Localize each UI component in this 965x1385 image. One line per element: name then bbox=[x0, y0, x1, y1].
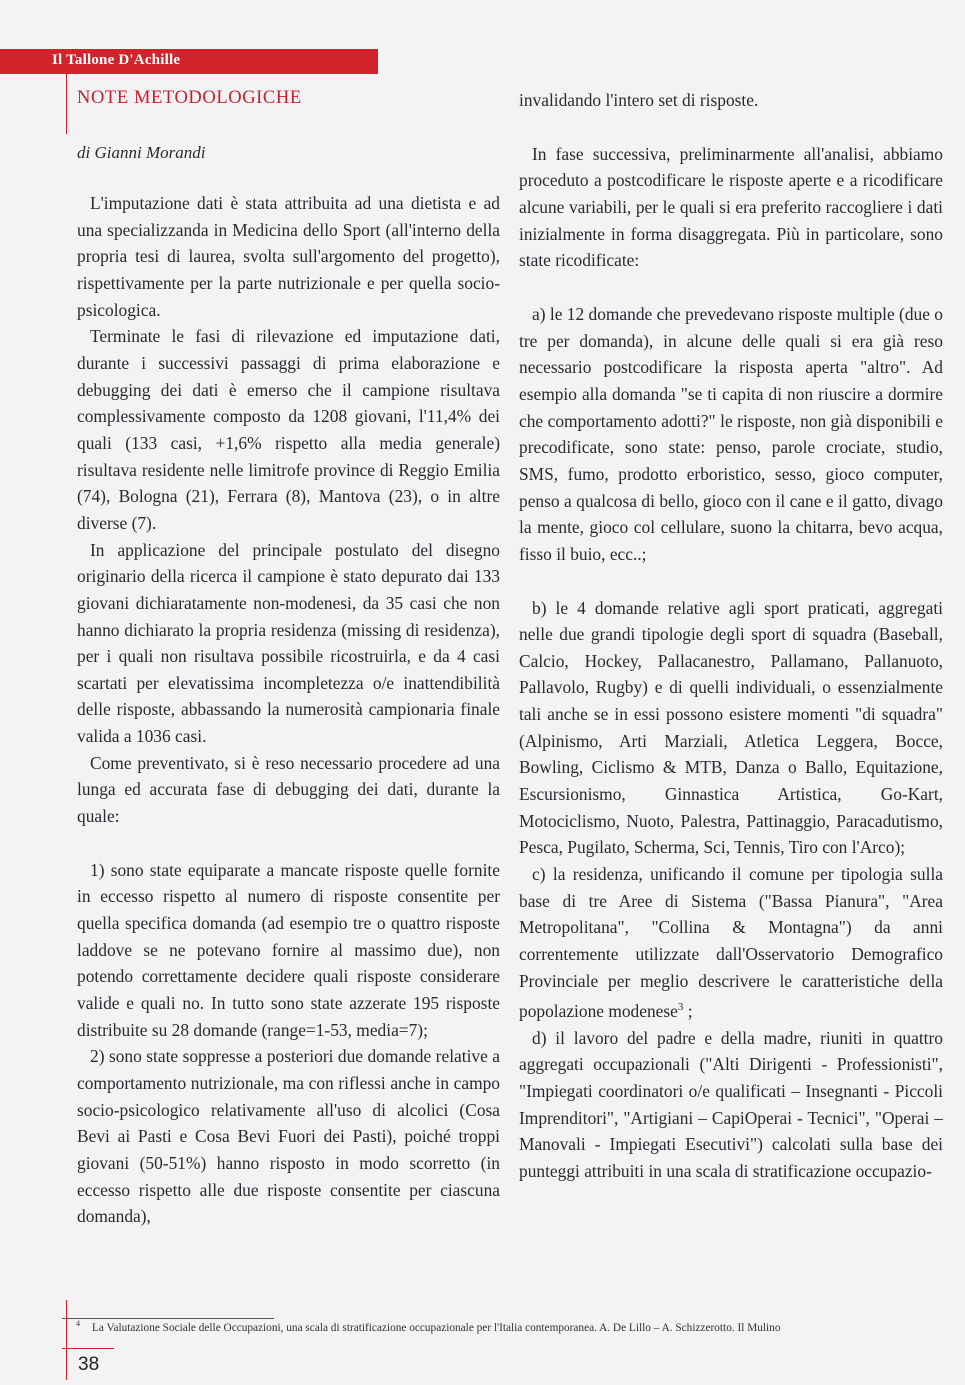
paragraph: L'imputazione dati è stata attribuita ad una dietista e ad una specializzanda in Medicina dello Sport (all'interno della propria tesi di laurea, svolta sull'argomento del progetto), rispettivamente per la parte nutrizionale e per quella socio-psicologica. bbox=[77, 193, 500, 320]
list-item: b) le 4 domande relative agli sport praticati, aggregati nelle due grandi tipologie degli sport di squadra (Baseball, Calcio, Hockey, Pallacanestro, Pallamano, Pallanuoto, Pallavolo, Rugby) e di quelli individuali, o essenzialmente tali anche se in essi possono esistere momenti "di squadra" (Alpinismo, Arti Marziali, Atletica Leggera, Bocce, Bowling, Ciclismo & MTB, Danza o Ballo, Equitazione, Escursionismo, Ginnastica Artistica, Go-Kart, Motociclismo, Nuoto, Palestra, Pattinaggio, Paracadutismo, Pesca, Pugilato, Scherma, Sci, Tennis, Tiro con l'Arco); bbox=[519, 597, 943, 858]
left-column bbox=[77, 190, 500, 1230]
page-number-rule bbox=[66, 1300, 67, 1380]
paragraph: In fase successiva, preliminarmente all'analisi, abbiamo proceduto a postcodificare le risposte aperte e a ricodificare alcune variabili, per le quali si era preferito raccogliere i dati inizialmente in forma disaggregata. Più in particolare, sono state ricodificate: bbox=[519, 143, 943, 271]
footnote bbox=[76, 1319, 938, 1334]
paragraph: Come preventivato, si è reso necessario procedere ad una lunga ed accurata fase di debugging dei dati, durante la quale: bbox=[77, 752, 500, 827]
header-band bbox=[0, 49, 378, 73]
header-rule bbox=[0, 72, 378, 74]
paragraph: In applicazione del principale postulato del disegno originario della ricerca il campione è stato depurato dai 133 giovani dichiaratamente non-modenesi, da 35 casi che non hanno dichiarato la propria residenza (missing di residenza), per i quali non risultava possibile ricostruirla, e da 4 casi scartati per elevatissima incompletezza o/e inattendibilità delle risposte, abbassando la numerosità campionaria finale valida a 1036 casi. bbox=[77, 539, 500, 747]
list-item bbox=[519, 861, 943, 1025]
paragraph: invalidando l'intero set di risposte. bbox=[519, 90, 759, 110]
list-item-tail: ; bbox=[683, 1001, 693, 1022]
right-column bbox=[519, 87, 943, 1185]
list-item: 1) sono state equiparate a mancate risposte quelle fornite in eccesso rispetto al numero di risposte consentite per quella specifica domanda (ad esempio tre o quattro risposte laddove se ne potevano fornire al massimo due), non potendo correttamente decidere quali risposte considerare valide e quali no. In tutto sono state azzerate 195 risposte distribuite su 28 domande (range=1-53, media=7); bbox=[77, 859, 500, 1040]
list-item: 2) sono state soppresse a posteriori due domande relative a comportamento nutrizionale, ma con riflessi anche in campo socio-psicologico relativamente all'uso di alcolici (Cosa Bevi ai Pasti e Cosa Bevi Fuori dei Pasti), poiché troppi giovani (50-51%) hanno risposto in modo scorretto (in eccesso rispetto alle due risposte consentite per ciascuna domanda), bbox=[77, 1046, 500, 1227]
footnote-text: La Valutazione Sociale delle Occupazioni, una scala di stratificazione occupazionale per l'Italia contemporanea. A. De Lillo – A. Schizzerotto. Il Mulino bbox=[92, 1322, 781, 1334]
paragraph: Terminate le fasi di rilevazione ed imputazione dati, durante i successivi passaggi di prima elaborazione e debugging dei dati è emerso che il campione risultava complessivamente composto da 1208 giovani, l'11,4% dei quali (133 casi, +1,6% rispetto alla media generale) risultava residente nelle limitrofe province di Reggio Emilia (74), Bologna (21), Ferrara (8), Mantova (23), o in altre diverse (7). bbox=[77, 326, 500, 533]
list-item: a) le 12 domande che prevedevano risposte multiple (due o tre per domanda), in alcune delle quali si era già reso necessario postcodificare la risposta aperta "altro". Ad esempio alla domanda "se ti capita di non riuscire a dormire che comportamento adotti?" le risposte, non già disponibili e precodificate, sono state: penso, parole crociate, studio, SMS, fumo, prodotto erboristico, sesso, gioco computer, penso a qualcosa di bello, gioco con il cane e il gatto, divago la mente, gioco col cellulare, suono la chitarra, bevo acqua, fisso il buio, ecc..; bbox=[519, 303, 943, 564]
footnote-marker: 4 bbox=[76, 1319, 80, 1328]
footnote-rule bbox=[62, 1318, 274, 1319]
list-item-text: c) la residenza, unificando il comune per tipologia sulla base di tre Aree di Sistema ("Bassa Pianura", "Area Metropolitana", "Collina & Montagna") da anni correntemente utilizzate dall'Osservatorio Demografico Provinciale per meglio descrivere le caratteristiche della popolazione modenese bbox=[519, 864, 943, 1022]
section-title: NOTE METODOLOGICHE bbox=[77, 88, 302, 108]
list-item: d) il lavoro del padre e della madre, riuniti in quattro aggregati occupazionali ("Alti Dirigenti - Professionisti", "Impiegati coordinatori o/e qualificati – Insegnanti - Piccoli Imprenditori", "Artigiani – CapiOperai - Tecnici", "Operai – Manovali - Impiegati Esecutivi") calcolati sulla base dei punteggi attribuiti in una scala di stratificazione occupazio- bbox=[519, 1027, 943, 1182]
page-number-divider bbox=[62, 1348, 114, 1349]
footnote-ref: 3 bbox=[677, 1001, 684, 1014]
margin-rule bbox=[66, 74, 67, 134]
series-title: Il Tallone D'Achille bbox=[52, 52, 181, 68]
author-byline: di Gianni Morandi bbox=[77, 143, 206, 162]
page-number: 38 bbox=[78, 1354, 100, 1375]
